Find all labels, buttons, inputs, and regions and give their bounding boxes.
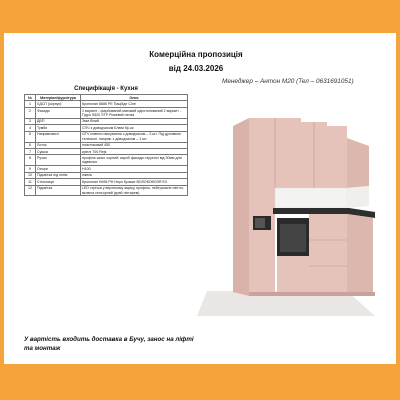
base-side-cabinet xyxy=(347,214,373,292)
table-row xyxy=(25,107,188,118)
spec-table xyxy=(24,94,188,196)
plinth xyxy=(249,292,375,296)
row-number: 8 xyxy=(25,155,36,166)
table-row xyxy=(25,185,188,196)
manager-contact: Менеджер – Антон M20 (Тел – 0631691051) xyxy=(222,78,354,85)
row-material: Ручки xyxy=(36,155,81,166)
row-description: СПЧ з доводчиком Блюм бр-ок xyxy=(81,125,188,131)
delivery-note: У вартість входить доставка в Бучу, занос на ліфті та монтаж xyxy=(24,336,194,352)
row-material: Направляючі xyxy=(36,131,81,142)
row-material: Лоток xyxy=(36,142,81,148)
row-material: Підсвітка під лінію xyxy=(36,172,81,178)
row-number: 5 xyxy=(25,131,36,142)
row-description: профіль шоко чорний; кароб фасади отруєної від 30мм для підвісних xyxy=(81,155,188,166)
table-row xyxy=(25,155,188,166)
col-header-num: № xyxy=(25,95,36,101)
tall-cabinet xyxy=(249,188,275,296)
row-number: 9 xyxy=(25,166,36,172)
row-number: 11 xyxy=(25,179,36,185)
col-header-material: Матеріал/фурнітура xyxy=(36,95,81,101)
kitchen-rendering xyxy=(197,96,377,321)
row-description: H100 xyxy=(81,166,188,172)
upper-cabinet-right xyxy=(327,126,347,188)
base-cabinet-under-oven xyxy=(277,256,309,292)
row-description: Кронопан 8686 PE Пацбіде Сіле xyxy=(81,101,188,107)
row-description: LED стрічка у верхньому ящику, профіль, нейтральне світло, включа сенсорний (край ліхтарем) xyxy=(81,185,188,196)
spec-title: Специфікація - Кухня xyxy=(74,86,138,92)
row-number: 3 xyxy=(25,118,36,124)
offer-date: від 24.03.2026 xyxy=(168,64,224,73)
row-description: пластиковий 450 xyxy=(81,142,188,148)
backsplash xyxy=(275,188,347,208)
base-cabinet-drawers xyxy=(309,214,347,292)
row-material: Тумби xyxy=(36,125,81,131)
table-row xyxy=(25,131,188,142)
upper-side-cabinet xyxy=(347,138,369,188)
row-material: Стільниця xyxy=(36,179,81,185)
row-material: ЛДСП (корпус) xyxy=(36,101,81,107)
row-material: ДВП xyxy=(36,118,81,124)
row-material: Фасади xyxy=(36,107,81,118)
col-header-description: Опис xyxy=(81,95,188,101)
spec-body xyxy=(25,101,188,196)
page-title: Комерційна пропозиція xyxy=(149,50,243,59)
row-description: кріплі 700 Rejs xyxy=(81,148,188,154)
row-number: 1 xyxy=(25,101,36,107)
row-number: 6 xyxy=(25,142,36,148)
row-number: 10 xyxy=(25,172,36,178)
row-description: Кронопан K698 PH Нерo Бракке ВОЛОКОВОЛЯ ЕХ xyxy=(81,179,188,185)
row-description: нікель xyxy=(81,172,188,178)
row-description: 3мм білий xyxy=(81,118,188,124)
row-description: 1 варіант - фарбований матовий однотонований 2 варіант - Гідро S520 STP Рожевий пенза xyxy=(81,107,188,118)
tall-column-side xyxy=(233,118,249,296)
row-number: 2 xyxy=(25,107,36,118)
row-material: Підсвітка xyxy=(36,185,81,196)
row-description: GTV повного висування з доводчиком – 3 шт. Під духовкою телескоп. напряв. з доводчиком – 1 шт xyxy=(81,131,188,142)
row-material: Опори xyxy=(36,166,81,172)
row-material: Сушка xyxy=(36,148,81,154)
row-number: 7 xyxy=(25,148,36,154)
row-number: 4 xyxy=(25,125,36,131)
row-number: 12 xyxy=(25,185,36,196)
